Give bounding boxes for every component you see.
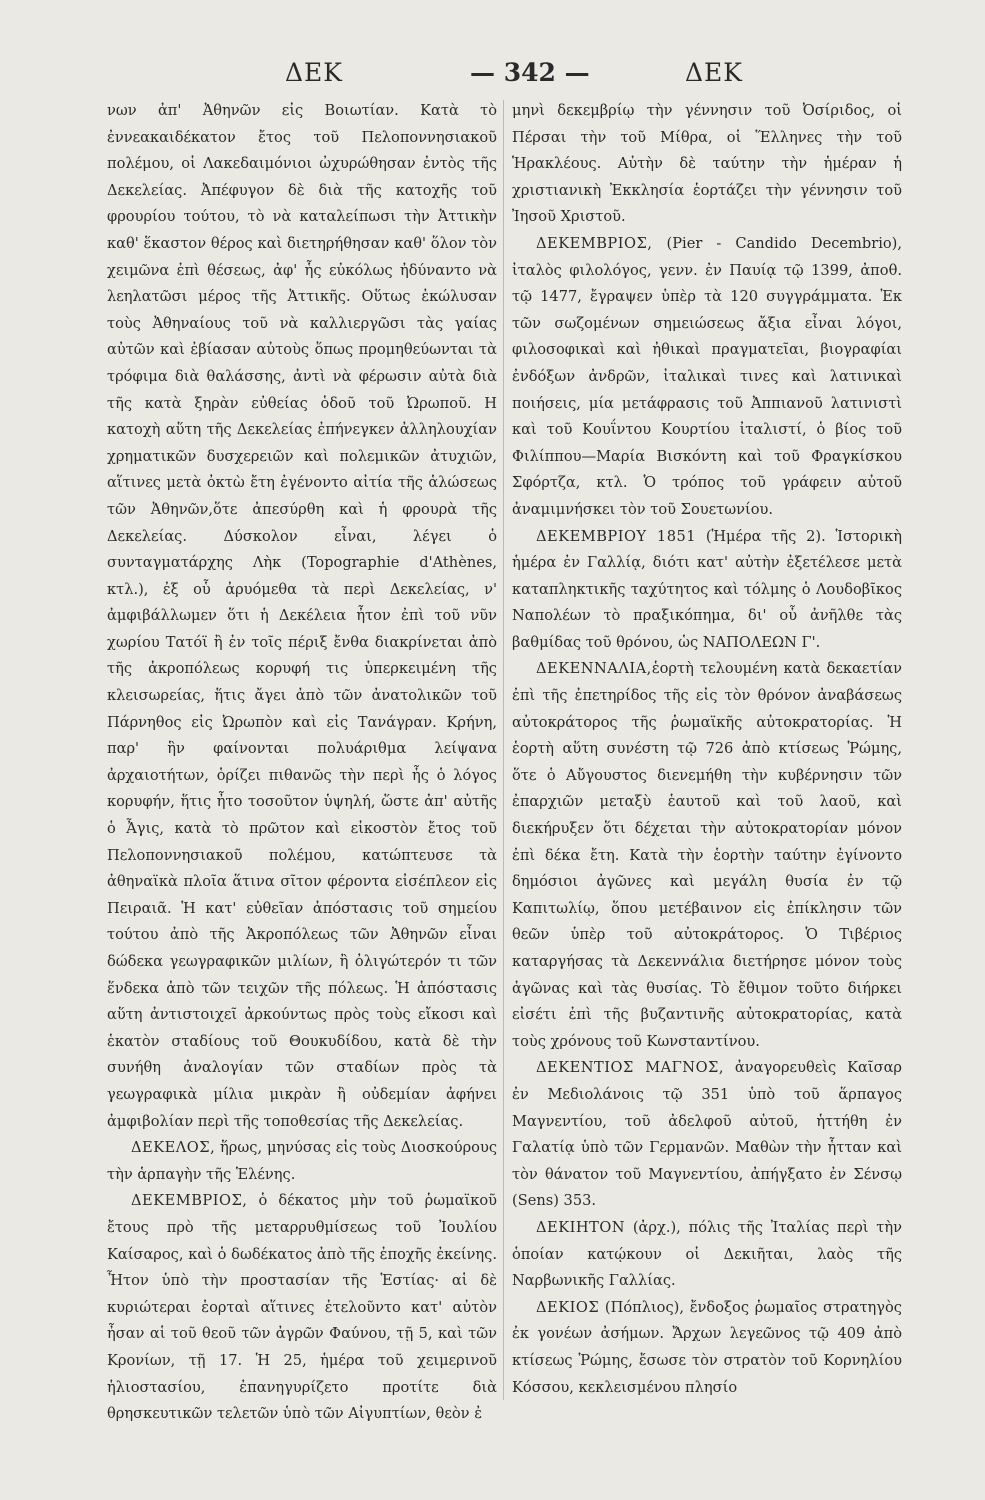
dictionary-entry bbox=[512, 524, 902, 657]
entry-headword: ΔΕΚΕΜΒΡΙΟΥ 1851 bbox=[536, 527, 697, 545]
right-column bbox=[512, 98, 902, 1401]
running-head-right: ΔΕΚ bbox=[685, 58, 743, 87]
entry-text: ὁ δέκατος μὴν τοῦ ῥωμαϊκοῦ ἔτους πρὸ τῆς μεταρρυθμίσεως τοῦ Ἰουλίου Καίσαρος, καὶ ὁ δωδέκατος ἀπὸ τῆς ἐποχῆς ἐκείνης. Ἦτον ὑπὸ τὴν προστασίαν τῆς Ἑστίας· αἱ δὲ κυριώτεραι ἑορταὶ αἵτινες ἐτελοῦντο κατ' αὐτὸν ἦσαν αἱ τοῦ θεοῦ τῶν ἀγρῶν Φαύνου, τῇ 5, καὶ τῶν Κρονίων, τῇ 17. Ἡ 25, ἡμέρα τοῦ χειμερινοῦ ἡλιοστασίου, ἐπανηγυρίζετο προτίτε διὰ θρησκευτικῶν τελετῶν ὑπὸ τῶν Αἰγυπτίων, θεὸν ἐ bbox=[107, 1192, 497, 1423]
page-number: — 342 — bbox=[470, 58, 590, 87]
dictionary-entry bbox=[512, 656, 902, 1055]
page-header bbox=[105, 58, 895, 98]
entry-headword: ΔΕΚΕΜΒΡΙΟΣ, bbox=[131, 1192, 248, 1210]
entry-text: (Πόπλιος), ἔνδοξος ῥωμαῖος στρατηγὸς ἐκ γονέων ἀσήμων. Ἄρχων λεγεῶνος τῷ 409 ἀπὸ κτίσεως Ῥώμης, ἔσωσε τὸν στρατὸν τοῦ Κορνηλίου Κόσσου, κεκλεισμένου πλησίο bbox=[512, 1298, 902, 1396]
entry-headword: ΔΕΚΙΗΤΟΝ bbox=[536, 1218, 626, 1236]
entry-text: (ἀρχ.), πόλις τῆς Ἰταλίας περὶ τὴν ὁποίαν κατῴκουν οἱ Δεκιῆται, λαὸς τῆς Ναρβωνικῆς Γαλλίας. bbox=[512, 1218, 902, 1290]
entry-text: ἑορτὴ τελουμένη κατὰ δεκαετίαν ἐπὶ τῆς ἐπετηρίδος τῆς εἰς τὸν θρόνον ἀναβάσεως αὐτοκράτορος τῆς ῥωμαϊκῆς αὐτοκρατορίας. Ἡ ἑορτὴ αὕτη συνέστη τῷ 726 ἀπὸ κτίσεως Ῥώμης, ὅτε ὁ Αὔγουστος διενεμήθη τὴν κυβέρνησιν τῶν ἐπαρχιῶν μεταξὺ ἑαυτοῦ καὶ τοῦ λαοῦ, καὶ διεκήρυξεν ὅτι δέχεται τὴν αὐτοκρατορίαν μόνον ἐπὶ δέκα ἔτη. Κατὰ τὴν ἑορτὴν ταύτην ἐγίνοντο δημόσιοι ἀγῶνες καὶ μεγάλη θυσία ἐν τῷ Καπιτωλίῳ, ὅπου μετέβαινον εἰς ἐπίκλησιν τῶν θεῶν ὑπὲρ τοῦ αὐτοκράτορος. Ὁ Τιβέριος καταργήσας τὰ Δεκεννάλια διετήρησε μόνον τοὺς ἀγῶνας καὶ τὰς θυσίας. Τὸ ἔθιμον τοῦτο διήρκει εἰσέτι ἐπὶ τῆς βυζαντινῆς αὐτοκρατορίας, κατὰ τοὺς χρόνους τοῦ Κωνσταντίνου. bbox=[512, 660, 902, 1050]
dictionary-entry bbox=[107, 1188, 497, 1427]
entry-text: (Ἡμέρα τῆς 2). Ἱστορικὴ ἡμέρα ἐν Γαλλίᾳ, διότι κατ' αὐτὴν ἐξετέλεσε μετὰ καταπληκτικῆς ταχύτητος καὶ τόλμης ὁ Λουδοβῖκος Ναπολέων τὸ πραξικόπημα, δι' οὗ ἀνῆλθε τὰς βαθμίδας τοῦ θρόνου, ὡς ΝΑΠΟΛΕΩΝ Γ'. bbox=[512, 527, 902, 651]
running-head-left: ΔΕΚ bbox=[285, 58, 343, 87]
entry-text: νων ἀπ' Ἀθηνῶν εἰς Βοιωτίαν. Κατὰ τὸ ἐννεακαιδέκατον ἔτος τοῦ Πελοποννησιακοῦ πολέμου, οἱ Λακεδαιμόνιοι ὠχυρώθησαν ἐντὸς τῆς Δεκελείας. Ἀπέφυγον δὲ διὰ τῆς κατοχῆς τοῦ φρουρίου τούτου, τὸ νὰ καταλείπωσι τὴν Ἀττικὴν καθ' ἕκαστον θέρος καὶ διετηρήθησαν καθ' ὅλον τὸν χειμῶνα ἐπὶ θέσεως, ἀφ' ἧς εὐκόλως ἠδύναντο νὰ λεηλατῶσι μέρος τῆς Ἀττικῆς. Οὕτως ἐκώλυσαν τοὺς Ἀθηναίους τοῦ νὰ καλλιεργῶσι τὰς γαίας αὐτῶν καὶ ἐβίασαν αὐτοὺς ὅπως προμηθεύωνται τὰ τρόφιμα διὰ θαλάσσης, ἀντὶ νὰ φέρωσιν αὐτὰ διὰ τῆς κατὰ ξηρὰν εὐθείας ὁδοῦ τοῦ Ὠρωποῦ. Η κατοχὴ αὕτη τῆς Δεκελείας ἐπήνεγκεν ἀλληλουχίαν χρηματικῶν δυσχερειῶν καὶ πολεμικῶν ἀτυχιῶν, αἵτινες μετὰ ὀκτὼ ἔτη ἐγένοντο αἰτία τῆς ἁλώσεως τῶν Ἀθηνῶν,ὅτε ἀπεσύρθη καὶ ἡ φρουρὰ τῆς Δεκελείας. Δύσκολον εἶναι, λέγει ὁ συνταγματάρχης Λὴκ (Topographie d'Athènes, κτλ.), ἐξ οὗ ἀρυόμεθα τὰ περὶ Δεκελείας, ν' ἀμφιβάλλωμεν ὅτι ἡ Δεκέλεια ἦτον ἐπὶ τοῦ νῦν χωρίου Τατόϊ ἢ ἐν τοῖς πέριξ ἔνθα διακρίνεται ἀπὸ τῆς ἀκροπόλεως κορυφή τις ὑπερκειμένη τῆς κλεισωρείας, ἥτις ἄγει ἀπὸ τῶν ἀνατολικῶν τοῦ Πάρνηθος εἰς Ὠρωπὸν καὶ εἰς Τανάγραν. Κρήνη, παρ' ἣν φαίνονται πολυάριθμα λείψανα ἀρχαιοτήτων, ὁρίζει πιθανῶς τὴν περὶ ἧς ὁ λόγος κορυφήν, ἥτις ἦτο τοσοῦτον ὑψηλή, ὥστε ἀπ' αὐτῆς ὁ Ἆγις, κατὰ τὸ πρῶτον καὶ εἰκοστὸν ἔτος τοῦ Πελοποννησιακοῦ πολέμου, κατώπτευσε τὰ ἀθηναϊκὰ πλοῖα ἅτινα σῖτον φέροντα εἰσέπλεον εἰς Πειραιᾶ. Ἡ κατ' εὐθεῖαν ἀπόστασις τοῦ σημείου τούτου ἀπὸ τῆς Ἀκροπόλεως τῶν Ἀθηνῶν εἶναι δώδεκα γεωγραφικῶν μιλίων, ἢ ὀλιγώτερόν τι τῶν ἕνδεκα ἀπὸ τῶν τειχῶν τῆς πόλεως. Ἡ ἀπόστασις αὕτη ἀντιστοιχεῖ ἀρκούντως πρὸς τοὺς εἴκοσι καὶ ἑκατὸν σταδίους τοῦ Θουκυδίδου, κατὰ δὲ τὴν συνήθη ἀναλογίαν τῶν σταδίων πρὸς τὰ γεωγραφικὰ μίλια μικρὰν ἢ οὐδεμίαν ἀφήνει ἀμφιβολίαν περὶ τῆς τοποθεσίας τῆς Δεκελείας. bbox=[107, 102, 497, 1130]
entry-text: (Pier - Candido Decembrio), ἰταλὸς φιλολόγος, γενν. ἐν Παυίᾳ τῷ 1399, ἀποθ. τῷ 1477, ἔγραψεν ὑπὲρ τὰ 120 συγγράμματα. Ἐκ τῶν σωζομένων σημειώσεως ἄξια εἶναι λόγοι, φιλοσοφικαὶ καὶ ἠθικαὶ πραγματεῖαι, βιογραφίαι ἐνδόξων ἀνδρῶν, ἰταλικαὶ τινες καὶ λατινικαὶ ποιήσεις, μία μετάφρασις τοῦ Ἀππιανοῦ λατινιστὶ καὶ τοῦ Κουΐντου Κουρτίου ἰταλιστί, ὁ βίος τοῦ Φιλίππου—Μαρία Βισκόντη καὶ τοῦ Φραγκίσκου Σφόρτζα, κτλ. Ὁ τρόπος τοῦ γράφειν αὐτοῦ ἀναμιμνήσκει τὸν τοῦ Σουετωνίου. bbox=[512, 234, 902, 518]
entry-headword: ΔΕΚΕΜΒΡΙΟΣ, bbox=[536, 234, 653, 252]
dictionary-entry bbox=[107, 98, 497, 1135]
dictionary-entry bbox=[512, 1295, 902, 1401]
dictionary-entry bbox=[107, 1135, 497, 1188]
column-divider bbox=[503, 100, 504, 1400]
left-column bbox=[107, 98, 497, 1428]
dictionary-entry bbox=[512, 98, 902, 231]
entry-headword: ΔΕΚΙΟΣ bbox=[536, 1298, 600, 1316]
entry-headword: ΔΕΚΕΝΤΙΟΣ ΜΑΓΝΟΣ, bbox=[536, 1059, 724, 1077]
dictionary-entry bbox=[512, 231, 902, 524]
entry-headword: ΔΕΚΕΛΟΣ, bbox=[131, 1139, 216, 1157]
dictionary-entry bbox=[512, 1055, 902, 1215]
entry-headword: ΔΕΚΕΝΝΑΛΙΑ, bbox=[536, 660, 652, 678]
entry-text: μηνὶ δεκεμβρίῳ τὴν γέννησιν τοῦ Ὀσίριδος, οἱ Πέρσαι τὴν τοῦ Μίθρα, οἱ Ἕλληνες τὴν τοῦ Ἡρακλέους. Αὐτὴν δὲ ταύτην τὴν ἡμέραν ἡ χριστιανικὴ Ἐκκλησία ἑορτάζει τὴν γέννησιν τοῦ Ἰησοῦ Χριστοῦ. bbox=[512, 102, 902, 226]
entry-text: ἥρως, μηνύσας εἰς τοὺς Διοσκούρους τὴν ἁρπαγὴν τῆς Ἑλένης. bbox=[107, 1139, 497, 1183]
entry-text: ἀναγορευθεὶς Καῖσαρ ἐν Μεδιολάνοις τῷ 351 ὑπὸ τοῦ ἅρπαγος Μαγνεντίου, τοῦ ἀδελφοῦ αὐτοῦ, ἡττήθη ἐν Γαλατίᾳ ὑπὸ τῶν Γερμανῶν. Μαθὼν τὴν ἧτταν καὶ τὸν θάνατον τοῦ Μαγνεντίου, ἀπήγξατο ἐν Σένσῳ (Sens) 353. bbox=[512, 1059, 902, 1210]
dictionary-entry bbox=[512, 1215, 902, 1295]
